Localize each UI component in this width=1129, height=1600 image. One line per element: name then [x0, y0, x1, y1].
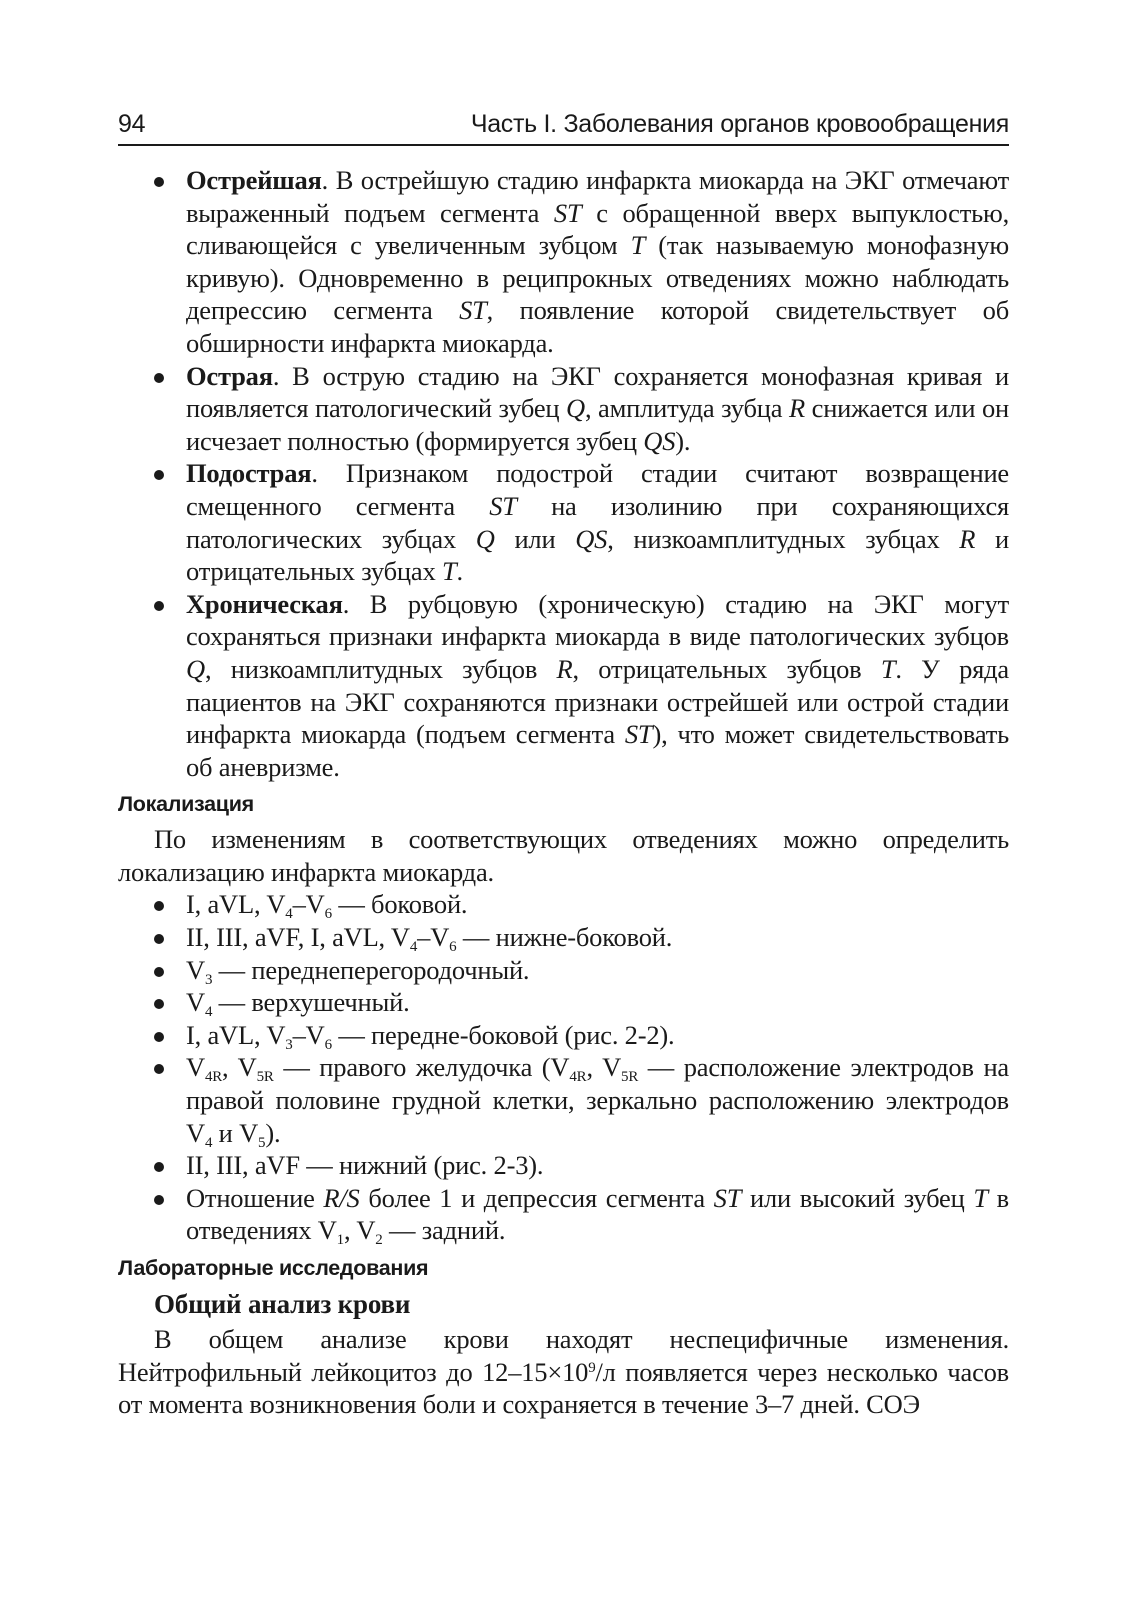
- section-heading-localization: Локализация: [118, 792, 254, 817]
- list-item-stage-subacute: Подострая. Признаком подострой стадии считают возвращение смещенного сегмента ST на изолинию при сохраняющихся патологических зубцах Q или QS, низкоамплитудных зубцах R и отрицательных зубцах T.: [118, 457, 1009, 587]
- list-item: $V_{4R}$, $V_{5R}$ — правого желудочка ($V_{4R}$, $V_{5R}$ — расположение электродов на правой половине грудной клетки, зеркально расположению электродов $V_4$ и $V_5$).: [118, 1051, 1009, 1149]
- list-item: II, III, aVF, I, aVL, $V_4-V_6$ — нижне-боковой.: [118, 921, 1009, 954]
- subsection-heading-blood-test: Общий анализ крови: [154, 1289, 411, 1319]
- blood-test-paragraph: В общем анализе крови находят неспецифичные изменения. Нейтрофильный лейкоцитоз до $12-15\times 10^9/л$ появляется через несколько часов от момента возникновения боли и сохраняется в течение 3–7 дней. СОЭ: [118, 1324, 1009, 1420]
- localization-intro: По изменениям в соответствующих отведениях можно определить локализацию инфаркта миокарда.: [118, 824, 1009, 887]
- section-title: Часть I. Заболевания органов кровообращения: [470, 110, 1009, 138]
- stages-list: [118, 164, 1009, 783]
- list-item: II, III, aVF — нижний (рис. 2-3).: [118, 1149, 1009, 1182]
- localization-list: [118, 888, 1009, 1247]
- list-item-stage-acute: Острая. В острую стадию на ЭКГ сохраняется монофазная кривая и появляется патологический зубец Q, амплитуда зубца R снижается или он исчезает полностью (формируется зубец QS).: [118, 360, 1009, 458]
- list-item: $V_4$ — верхушечный.: [118, 986, 1009, 1019]
- list-item-stage-chronic: Хроническая. В рубцовую (хроническую) стадию на ЭКГ могут сохраняться признаки инфаркта миокарда в виде патологических зубцов Q, низкоамплитудных зубцов R, отрицательных зубцов T. У ряда пациентов на ЭКГ сохраняются признаки острейшей или острой стадии инфаркта миокарда (подъем сегмента ST), что может свидетельствовать об аневризме.: [118, 588, 1009, 784]
- section-heading-lab: Лабораторные исследования: [118, 1256, 429, 1280]
- term: Подострая: [186, 458, 312, 489]
- list-item-stage-hyperacute: Острейшая. В острейшую стадию инфаркта миокарда на ЭКГ отмечают выраженный подъем сегмента ST с обращенной вверх выпуклостью, сливающейся с увеличенным зубцом T (так называемую монофазную кривую). Одновременно в реципрокных отведениях можно наблюдать депрессию сегмента ST, появление которой свидетельствует об обширности инфаркта миокарда.: [118, 164, 1009, 360]
- page-body: [118, 164, 1009, 1421]
- page-number: 94: [118, 110, 146, 138]
- term: Хроническая: [186, 588, 343, 619]
- list-item: I, aVL, $V_4-V_6$ — боковой.: [118, 888, 1009, 921]
- term: Острая: [186, 360, 273, 391]
- list-item: $V_3$ — переднеперегородочный.: [118, 954, 1009, 987]
- list-item: Отношение R/S более 1 и депрессия сегмента ST или высокий зубец T в отведениях $V_1$, $V_2$ — задний.: [118, 1182, 1009, 1247]
- list-item: I, aVL, $V_3-V_6$ — передне-боковой (рис. 2-2).: [118, 1019, 1009, 1052]
- term: Острейшая: [186, 165, 322, 195]
- running-header: [118, 106, 1009, 146]
